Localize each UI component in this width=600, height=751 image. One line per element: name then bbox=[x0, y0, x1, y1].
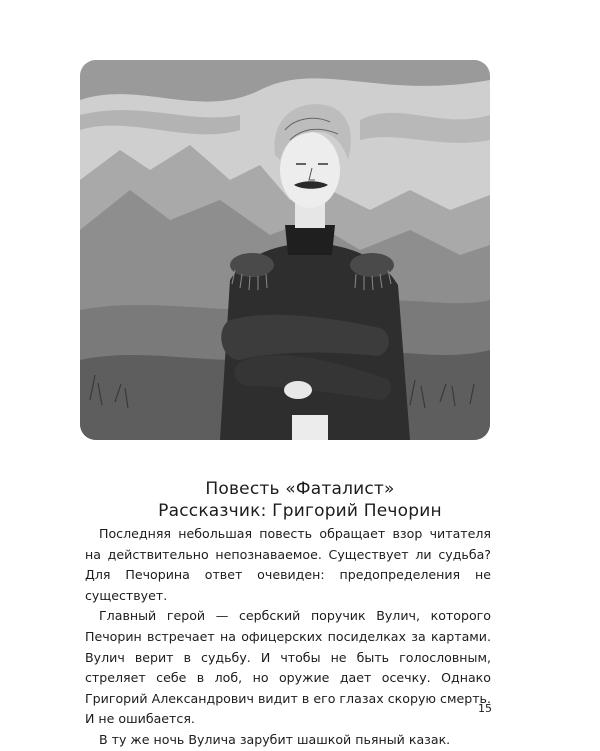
body-text bbox=[85, 524, 491, 751]
paragraph: Главный герой — сербский поручик Вулич, которого Печорин встречает на офицерских посиделках за картами. Вулич верит в судьбу. И чтобы не быть голословным, стреляет себе в лоб, но оружие дает осечку. Однако Григорий Александрович видит в его глазах скорую смерть. И не ошибается. bbox=[85, 608, 491, 727]
story-title: Повесть «Фаталист» bbox=[205, 479, 395, 499]
paragraph: В ту же ночь Вулича зарубит шашкой пьяный казак. bbox=[99, 731, 451, 747]
paragraph: Последняя небольшая повесть обращает взор читателя на действительно непознаваемое. Существует ли судьба? Для Печорина ответ очевиден: предопределения не существует. bbox=[85, 526, 491, 603]
narrator-line: Рассказчик: Григорий Печорин bbox=[158, 501, 442, 521]
page-heading bbox=[0, 478, 600, 522]
illustration-pechorin bbox=[80, 60, 490, 440]
page-number: 15 bbox=[478, 702, 492, 715]
